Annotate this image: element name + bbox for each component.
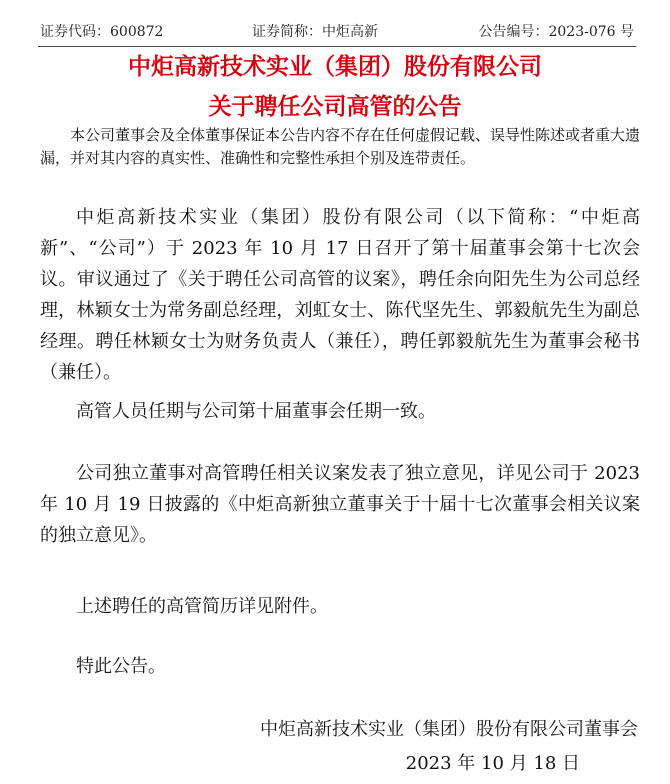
body-paragraph-closing: 特此公告。 — [76, 656, 166, 677]
body-paragraph-term: 高管人员任期与公司第十届董事会任期一致。 — [76, 401, 436, 422]
board-disclaimer: 本公司董事会及全体董事保证本公告内容不存在任何虚假记载、误导性陈述或者重大遗漏，并对其内容的真实性、准确性和完整性承担个别及连带责任。 — [40, 126, 641, 167]
signature-date: 2023 年 10 月 18 日 — [405, 753, 580, 774]
document-header — [40, 22, 634, 42]
body-paragraph-appointment: 中炬高新技术实业（集团）股份有限公司（以下简称：“中炬高新”、“公司”）于 2023 年 10 月 17 日召开了第十届董事会第十七次会议。审议通过了《关于聘任公司高管的议案》，聘任余向阳先生为公司总经理，林颖女士为常务副总经理，刘虹女士、陈代坚先生、郭毅航先生为副总经理。聘任林颖女士为财务负责人（兼任），聘任郭毅航先生为董事会秘书（兼任）。 — [40, 207, 640, 383]
body-paragraph-independent-opinion: 公司独立董事对高管聘任相关议案发表了独立意见，详见公司于 2023 年 10 月 19 日披露的《中炬高新独立董事关于十届十七次董事会相关议案的独立意见》。 — [40, 463, 640, 546]
stock-code: 证券代码：600872 — [40, 24, 164, 40]
header-divider — [38, 46, 636, 47]
notice-title: 关于聘任公司高管的公告 — [208, 94, 462, 120]
notice-number: 公告编号：2023-076 号 — [478, 24, 634, 40]
signature-company: 中炬高新技术实业（集团）股份有限公司董事会 — [260, 719, 638, 740]
company-title: 中炬高新技术实业（集团）股份有限公司 — [128, 54, 542, 80]
body-paragraph-resume: 上述聘任的高管简历详见附件。 — [76, 596, 328, 617]
stock-name: 证券简称：中炬高新 — [252, 24, 378, 40]
